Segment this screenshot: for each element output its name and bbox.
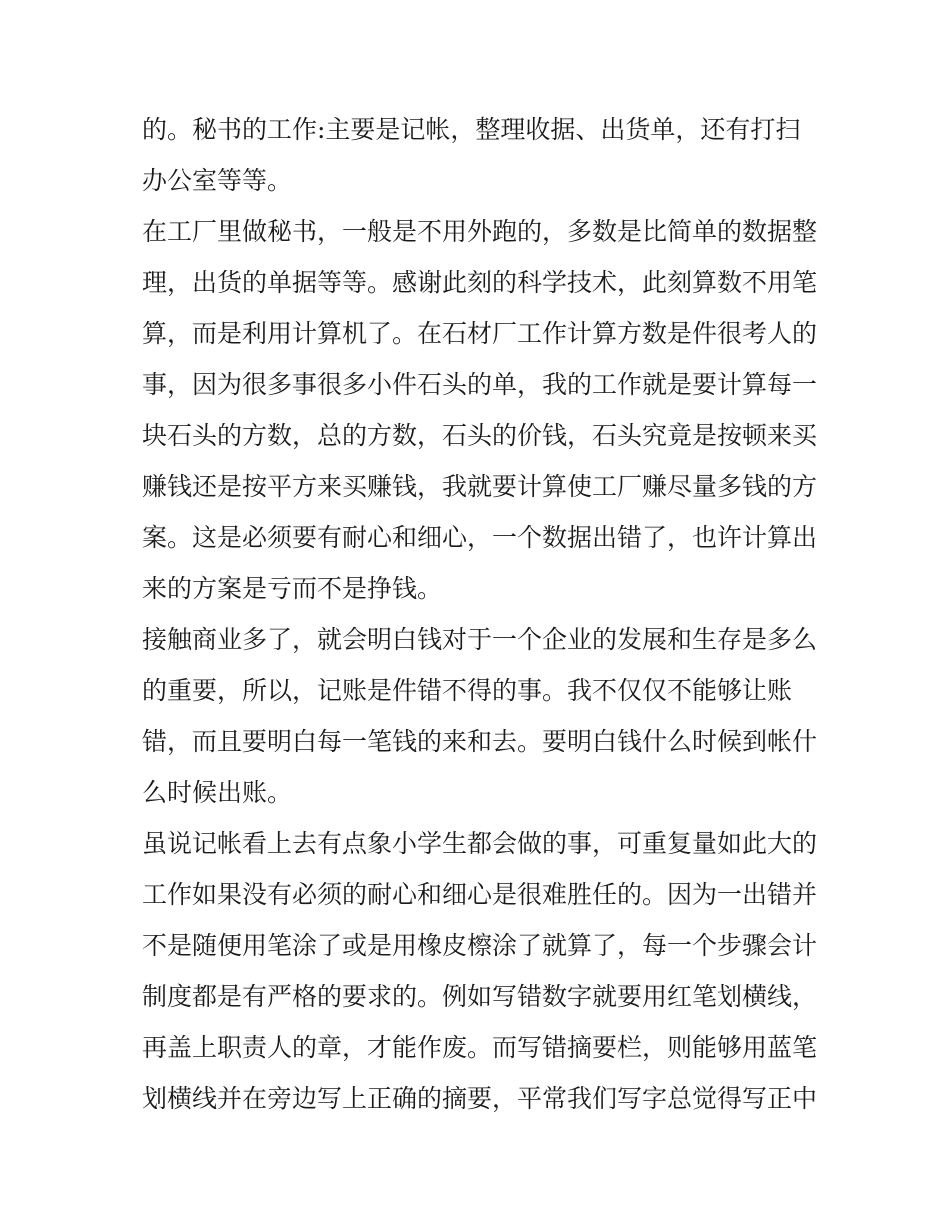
text-line: 在工厂里做秘书，一般是不用外跑的，多数是比简单的数据整 [142, 217, 818, 246]
text-line: 来的方案是亏而不是挣钱。 [142, 574, 443, 603]
text-line: 不是随便用笔涂了或是用橡皮檫涂了就算了，每一个步骤会计 [142, 931, 818, 960]
text-line: 办公室等等。 [142, 166, 293, 195]
text-line: 的。秘书的工作:主要是记帐，整理收据、出货单，还有打扫 [142, 115, 801, 144]
text-line: 错，而且要明白每一笔钱的来和去。要明白钱什么时候到帐什 [142, 727, 818, 756]
text-line: 块石头的方数，总的方数，石头的价钱，石头究竟是按顿来买 [142, 421, 818, 450]
text-line: 工作如果没有必须的耐心和细心是很难胜任的。因为一出错并 [142, 880, 818, 909]
text-line: 算，而是利用计算机了。在石材厂工作计算方数是件很考人的 [142, 319, 818, 348]
text-line: 制度都是有严格的要求的。例如写错数字就要用红笔划横线， [142, 982, 818, 1011]
text-line: 虽说记帐看上去有点象小学生都会做的事，可重复量如此大的 [142, 829, 818, 858]
text-line: 么时候出账。 [142, 778, 293, 807]
text-line: 事，因为很多事很多小件石头的单，我的工作就是要计算每一 [142, 370, 818, 399]
text-line: 再盖上职责人的章，才能作废。而写错摘要栏，则能够用蓝笔 [142, 1033, 818, 1062]
text-line: 理，出货的单据等等。感谢此刻的科学技术，此刻算数不用笔 [142, 268, 818, 297]
text-line: 划横线并在旁边写上正确的摘要，平常我们写字总觉得写正中 [142, 1084, 818, 1113]
text-line: 的重要，所以，记账是件错不得的事。我不仅仅不能够让账 [142, 676, 793, 705]
body-text [142, 104, 822, 1124]
text-line: 接触商业多了，就会明白钱对于一个企业的发展和生存是多么 [142, 625, 818, 654]
text-line: 赚钱还是按平方来买赚钱，我就要计算使工厂赚尽量多钱的方 [142, 472, 818, 501]
text-line: 案。这是必须要有耐心和细心，一个数据出错了，也许计算出 [142, 523, 818, 552]
